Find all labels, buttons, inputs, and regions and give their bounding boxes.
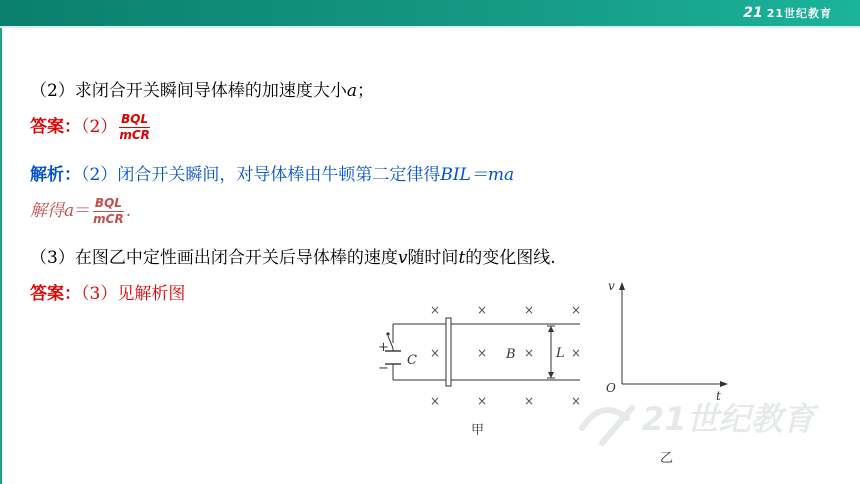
fraction-numerator: BQL [94,196,122,210]
figure-yi-caption: 乙 [660,451,674,466]
answer-3-text: （3）见解析图 [81,284,186,304]
solve-prefix: 解得 [30,201,64,221]
label-length: L [556,346,565,361]
brand-logo [743,3,832,23]
solve-end: . [125,201,132,221]
figure-jia-circuit [375,300,595,450]
variable-a: a [64,201,75,221]
answer-label: 答案： [30,284,81,304]
label-capacitor: C [407,353,417,368]
question-2-text: （2）求闭合开关瞬间导体棒的加速度大小 [30,81,347,101]
field-cross: × [477,394,488,408]
header-bar [0,0,860,26]
answer-3 [30,279,185,304]
minus-sign: − [378,361,389,376]
fraction-denominator: mCR [119,128,150,142]
question-3-text: （3）在图乙中定性画出闭合开关后导体棒的速度 [30,248,398,268]
question-2-end: ； [356,81,374,101]
field-cross: × [571,303,582,317]
t-axis-arrow [720,381,728,387]
v-axis-arrow [619,282,625,290]
runner-icon: 21 [743,5,763,21]
question-2 [30,76,374,101]
fraction-denominator: mCR [93,212,124,226]
equals-sign: ＝ [74,201,92,221]
question-3-mid: 随时间 [407,248,459,268]
variable-a: a [346,81,357,101]
left-border [0,28,2,484]
header-divider [0,26,860,28]
switch-contact [386,332,389,335]
explanation-label: 解析： [30,165,81,185]
figure-jia-caption: 甲 [471,423,485,438]
field-cross: × [430,303,441,317]
field-cross: × [524,303,535,317]
solve-line [30,196,131,226]
fraction-numerator: BQL [121,112,149,126]
solve-fraction [93,197,124,226]
label-origin: O [606,381,616,395]
field-cross: × [477,346,488,360]
question-3 [30,243,556,268]
answer-2 [30,112,152,142]
field-cross: × [430,394,441,408]
answer-label: 答案： [30,117,81,137]
plus-sign: + [378,340,389,355]
label-v: v [608,279,615,293]
field-cross: × [524,346,535,360]
field-cross: × [430,346,441,360]
watermark-text: 21世纪教育 [642,400,815,438]
field-cross: × [524,394,535,408]
variable-t: t [458,248,466,268]
explanation-2 [30,160,514,185]
newton-formula: BIL＝ma [440,165,515,185]
field-cross: × [571,394,582,408]
variable-v: v [397,248,408,268]
explanation-2-text: （2）闭合开关瞬间，对导体棒由牛顿第二定律得 [81,165,441,185]
question-3-end: 的变化图线. [465,248,556,268]
label-t: t [716,389,721,403]
figure-yi-axes [598,278,738,468]
brand-name: 21世纪教育 [766,7,832,20]
field-cross: × [477,303,488,317]
answer-2-fraction [119,113,150,142]
answer-2-number: （2） [81,117,118,137]
label-field: B [506,347,516,362]
conductor-rod [446,318,451,386]
field-cross: × [571,346,582,360]
